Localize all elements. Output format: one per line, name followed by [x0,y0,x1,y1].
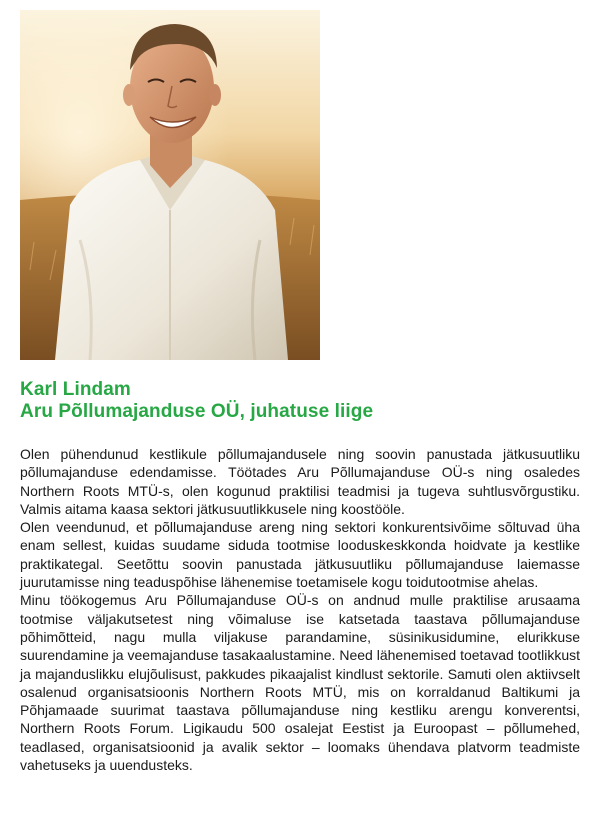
bio-text [20,445,580,774]
portrait-photo [20,10,320,360]
bio-paragraph: Olen veendunud, et põllumajanduse areng ning sektori konkurentsivõime sõltuvad üha enam sellest, kuidas suudame siduda tootmise looduskeskkonda hoidvate ja kestlike praktikategal. Seetõttu soovin panustada jätkusuutliku põllumajanduse laiemasse juurutamisse ning teaduspõhise lähenemise toetamisele kogu toidutootmise ahelas. [20,519,580,591]
profile-heading [20,379,373,423]
bio-paragraph: Minu töökogemus Aru Põllumajanduse OÜ-s on andnud mulle praktilise arusaama tootmise väljakutsetest ning võimaluse ise katsetada taastava põllumajanduse põhimõtteid, nagu mulla viljakuse parandamine, süsinikusidumine, elurikkuse suurendamine ja veemajanduse tasakaalustamine. Need lähenemised toetavad tootlikkust ja majanduslikku elujõulisust, pakkudes pikaajalist kindlust sektorile. Samuti olen aktiivselt osalenud organisatsioonis Northern Roots MTÜ, mis on korraldanud Baltikumi ja Põhjamaade suurimat taastava põllumajanduse ning kestliku arengu konverentsi, Northern Roots Forum. Ligikaudu 500 osalejat Eestist ja Euroopast – põllumehed, teadlased, organisatsioonid ja avalik sektor – loomaks ühendava platvorm teadmiste vahetuseks ja uuendusteks. [20,592,580,774]
person-name: Karl Lindam [20,379,131,400]
bio-paragraph: Olen pühendunud kestlikule põllumajandusele ning soovin panustada jätkusuutliku põllumajanduse edendamisse. Töötades Aru Põllumajanduse OÜ-s ning osaledes Northern Roots MTÜ-s, olen kogunud praktilisi teadmisi ja tugeva suhtlusvõrgustiku. Valmis aitama kaasa sektori jätkusuutlikkusele ning koostööle. [20,446,580,517]
person-role: Aru Põllumajanduse OÜ, juhatuse liige [20,401,374,422]
